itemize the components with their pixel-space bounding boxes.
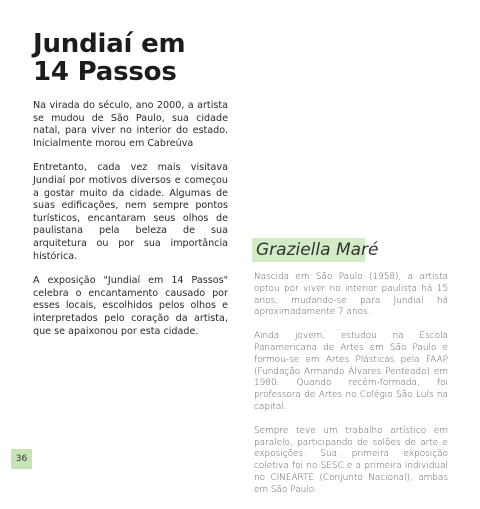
artist-bio: [254, 272, 448, 509]
artist-name: Graziella Maré: [256, 240, 379, 260]
bio-paragraph: Sempre teve um trabalho artístico em paralelo, participando de salões de arte e exposições. Sua primeira exposição coletiva foi no SESC e a primeira individual no CINEARTE (Conjunto Nacional), ambas em São Paulo.: [254, 425, 448, 495]
intro-paragraph: Entretanto, cada vez mais visitava Jundiaí por motivos diversos e começou a gostar muito da cidade. Algumas de suas edificações, nem sempre pontos turísticos, encantaram seus olhos de paulistana pela beleza de sua arquitetura ou por sua importância histórica.: [33, 162, 228, 262]
bio-paragraph: Nascida em São Paulo (1958), a artista optou por viver no interior paulista há 15 anos, mudando-se para Jundiaí há aproximadamente 7 anos.: [254, 272, 448, 318]
intro-text: [33, 100, 228, 350]
intro-paragraph: A exposição "Jundiaí em 14 Passos" celebra o encantamento causado por esses locais, escolhidos pelos olhos e interpretados pelo coração da artista, que se apaixonou por esta cidade.: [33, 275, 228, 337]
page-number: 36: [11, 449, 32, 469]
intro-paragraph: Na virada do século, ano 2000, a artista se mudou de São Paulo, sua cidade natal, para viver no interior do estado. Inicialmente morou em Cabreúva: [33, 100, 228, 149]
page-title: [33, 30, 185, 86]
title-line-2: 14 Passos: [33, 57, 177, 87]
title-line-1: Jundiaí em: [33, 29, 186, 59]
bio-paragraph: Ainda jovem, estudou na Escola Panamericana de Artes em São Paulo e formou-se em Artes Plásticas pela FAAP (Fundação Armando Álvares Penteado) em 1980. Quando recém-formada, foi professora de Artes no Colégio São Luís na capital.: [254, 331, 448, 412]
